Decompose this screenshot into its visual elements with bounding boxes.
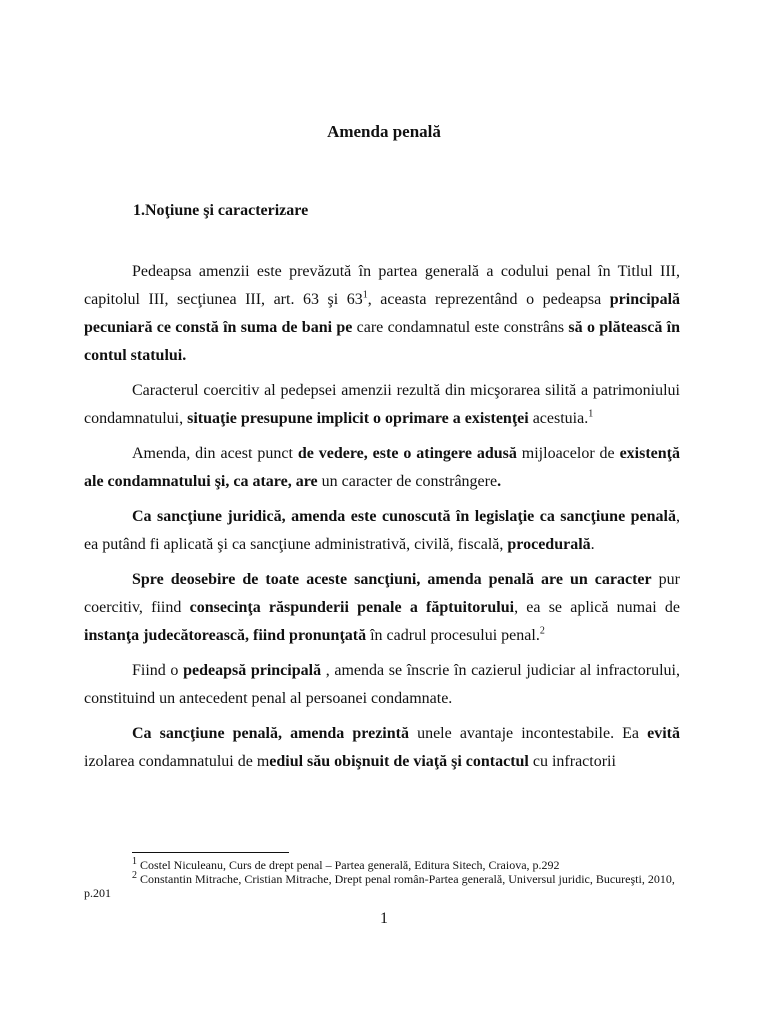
text-run: , amenda se înscrie în cazierul judiciar al infractorului, constituind un antecedent penal al persoanei condamnate. [84, 662, 680, 707]
text-run: situaţie presupune implicit o oprimare a existenţei [187, 410, 529, 427]
text-run: să o plătească în contul statului. [84, 319, 680, 364]
text-run: cu infractorii [528, 753, 616, 770]
text-run: . [497, 473, 502, 490]
section-heading: 1.Noţiune şi caracterizare [133, 202, 309, 219]
text-run: ediul său obişnuit de viaţă şi contactul [269, 753, 529, 770]
paragraph [84, 258, 680, 370]
text-run: Ca sancţiune penală, amenda prezintă [132, 725, 409, 742]
paragraph [84, 440, 680, 496]
text-run: , aceasta reprezentând o pedeapsa [367, 291, 610, 308]
paragraph [84, 503, 680, 559]
footnote-text: Costel Niculeanu, Curs de drept penal – Partea generală, Editura Sitech, Craiova, p.292 [137, 858, 560, 872]
text-run: Pedeapsa amenzii este prevăzută în partea generală a codului penal în Titlul III, capitolul III, secţiunea III, art. 63 şi 63 [84, 263, 680, 308]
text-run: Amenda, din acest punct [132, 445, 298, 462]
footnote-separator [132, 852, 289, 853]
text-run: procedurală [507, 536, 591, 553]
text-run: principală pecuniară ce constă în suma de bani pe [84, 291, 681, 336]
text-run: pedeapsă principală [183, 662, 322, 679]
paragraph [84, 657, 680, 713]
footnote-reference: 1 [362, 289, 368, 301]
footnote [84, 872, 680, 900]
text-run: evită [647, 725, 680, 742]
text-run: consecinţa răspunderii penale a făptuitorului [189, 599, 515, 616]
document-title: Amenda penală [327, 122, 441, 141]
text-run: , ea se aplică numai de [514, 599, 680, 616]
text-run: Caracterul coercitiv al pedepsei amenzii rezultă din micşorarea silită a patrimoniului condamnatului, [84, 382, 680, 427]
footnotes [84, 858, 680, 900]
text-run: un caracter de constrângere [317, 473, 498, 490]
text-run: pur coercitiv, fiind [84, 571, 681, 616]
footnote-reference: 1 [588, 408, 594, 420]
text-run: instanţa judecătorească, fiind pronunţată [84, 627, 367, 644]
text-run: existenţă ale condamnatului şi, ca atare, are [84, 445, 681, 490]
text-run: Ca sancţiune juridică, amenda este cunoscută în legislaţie ca sancţiune penală [132, 508, 676, 525]
text-run: care condamnatul este constrâns [352, 319, 569, 336]
footnote-reference: 2 [539, 625, 545, 637]
text-run: unele avantaje incontestabile. Ea [408, 725, 648, 742]
paragraph [84, 720, 680, 776]
footnote-mark: 1 [132, 856, 137, 867]
page-number: 1 [380, 910, 388, 927]
footnote [84, 858, 680, 872]
footnote-mark: 2 [132, 870, 137, 881]
text-run: Spre deosebire de toate aceste sancţiuni, amenda penală are un caracter [132, 571, 652, 588]
text-run: , ea putând fi aplicată şi ca sancţiune administrativă, civilă, fiscală, [84, 508, 680, 553]
text-run: Fiind o [132, 662, 184, 679]
document-body [84, 258, 680, 783]
paragraph [84, 377, 680, 433]
text-run: izolarea condamnatului de m [84, 753, 270, 770]
text-run: mijloacelor de [516, 445, 620, 462]
text-run: . [590, 536, 595, 553]
text-run: de vedere, este o atingere adusă [297, 445, 517, 462]
footnote-text: Constantin Mitrache, Cristian Mitrache, Drept penal român-Partea generală, Universul juridic, Bucureşti, 2010, p.201 [84, 872, 675, 900]
text-run: acestuia. [528, 410, 589, 427]
paragraph [84, 566, 680, 650]
text-run: în cadrul procesului penal. [366, 627, 540, 644]
